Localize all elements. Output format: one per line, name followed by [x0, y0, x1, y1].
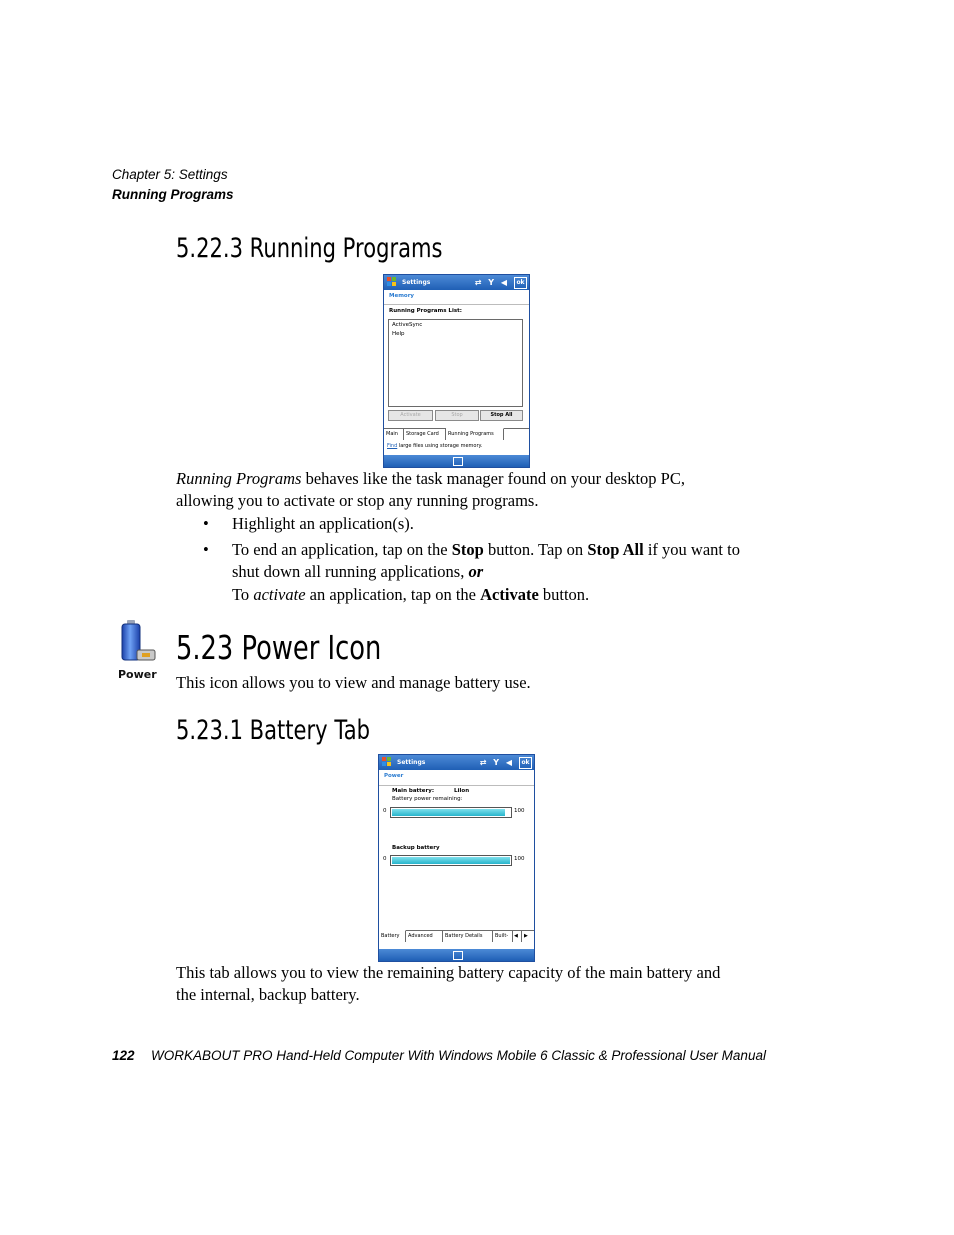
status-icons: ⇄ Y ◀ — [474, 278, 509, 287]
status-icons: ⇄ Y ◀ — [479, 758, 514, 767]
backup-battery-label: Backup battery — [392, 845, 440, 851]
battery-screenshot — [378, 754, 535, 962]
backup-max: 100 — [514, 856, 525, 862]
screen-title: Settings — [397, 759, 426, 766]
main-battery-label: Main battery: — [392, 788, 435, 794]
tab-running-programs[interactable]: Running Programs — [446, 428, 504, 440]
divider — [379, 785, 534, 786]
heading-running-programs: 5.22.3 Running Programs — [176, 233, 443, 264]
italic-lead: Running Programs — [176, 469, 302, 488]
bold-stop: Stop — [451, 540, 484, 559]
find-link[interactable]: Find — [387, 443, 398, 449]
battery-icon — [117, 620, 163, 670]
tab-scroll-left-icon[interactable]: ◀ — [513, 931, 522, 942]
activate-line — [232, 584, 742, 606]
main-min: 0 — [383, 808, 387, 814]
keyboard-bar — [384, 455, 529, 467]
tab-advanced[interactable]: Advanced — [406, 931, 443, 942]
ok-button[interactable]: ok — [514, 277, 527, 289]
tab-main[interactable]: Main — [384, 429, 404, 440]
page-number: 122 — [112, 1048, 135, 1063]
list-item[interactable]: ActiveSync — [392, 322, 423, 328]
tab-built-in[interactable]: Built- — [493, 931, 513, 942]
running-programs-screenshot — [383, 274, 530, 468]
screen-caption: Power — [384, 773, 404, 779]
stop-all-button[interactable]: Stop All — [480, 410, 523, 421]
screen-title: Settings — [402, 279, 431, 286]
screen-caption: Memory — [389, 293, 415, 299]
windows-logo-icon — [387, 277, 397, 287]
bold-stop-all: Stop All — [587, 540, 644, 559]
main-max: 100 — [514, 808, 525, 814]
italic-activate: activate — [253, 585, 306, 604]
manual-title: WORKABOUT PRO Hand-Held Computer With Windows Mobile 6 Classic & Professional User Manual — [151, 1048, 766, 1063]
text-run: To end an application, tap on the — [232, 540, 452, 559]
backup-battery-bar — [390, 855, 512, 866]
chapter-header: Chapter 5: Settings — [112, 167, 228, 182]
bullet-marker: • — [203, 540, 209, 559]
power-icon-text: This icon allows you to view and manage battery use. — [176, 673, 531, 692]
find-text: large files using storage memory. — [397, 443, 483, 449]
backup-min: 0 — [383, 856, 387, 862]
main-battery-bar — [390, 807, 512, 818]
programs-list[interactable] — [388, 319, 523, 407]
paragraph-text: behaves like the task manager found on your desktop PC, allowing you to activate or stop any running programs. — [176, 469, 685, 510]
activate-button[interactable]: Activate — [388, 410, 433, 421]
power-icon-label: Power — [118, 668, 157, 681]
text-run: button. Tap on — [483, 540, 588, 559]
tab-storage-card[interactable]: Storage Card — [404, 429, 446, 440]
find-line — [387, 443, 482, 449]
ok-button[interactable]: ok — [519, 757, 532, 769]
keyboard-icon[interactable] — [453, 951, 463, 960]
list-item[interactable]: Help — [392, 331, 405, 337]
text-run: if you want to shut down all running applications, — [232, 540, 740, 581]
tab-battery-details[interactable]: Battery Details — [443, 931, 493, 942]
text-run: an application, tap on the — [305, 585, 481, 604]
text-run: button. — [538, 585, 590, 604]
section-header: Running Programs — [112, 187, 234, 202]
windows-logo-icon — [382, 757, 392, 767]
divider — [384, 304, 529, 305]
tab-bar — [379, 930, 534, 943]
bullet-highlight: Highlight an application(s). — [232, 514, 414, 533]
remaining-label: Battery power remaining: — [392, 796, 463, 802]
tab-scroll-right-icon[interactable]: ▶ — [524, 933, 528, 939]
bullet-marker: • — [203, 514, 209, 533]
title-bar — [379, 755, 534, 770]
title-bar — [384, 275, 529, 290]
text-run: To — [232, 585, 254, 604]
tab-battery[interactable]: Battery — [379, 930, 406, 942]
running-programs-paragraph — [176, 468, 736, 511]
bold-activate: Activate — [480, 585, 539, 604]
power-icon — [117, 620, 163, 684]
keyboard-bar — [379, 949, 534, 961]
heading-power-icon: 5.23 Power Icon — [176, 628, 382, 667]
backup-battery-fill — [392, 857, 510, 864]
tab-bar — [384, 428, 529, 441]
stop-button[interactable]: Stop — [435, 410, 479, 421]
main-battery-fill — [392, 809, 505, 816]
bold-italic-or: or — [468, 561, 484, 581]
battery-tab-text: This tab allows you to view the remaining battery capacity of the main battery and the internal, backup battery. — [176, 963, 721, 1004]
bullet-stop — [232, 539, 742, 582]
list-label: Running Programs List: — [389, 308, 462, 314]
heading-battery-tab: 5.23.1 Battery Tab — [176, 715, 370, 746]
keyboard-icon[interactable] — [453, 457, 463, 466]
main-battery-type: LiIon — [454, 788, 470, 794]
